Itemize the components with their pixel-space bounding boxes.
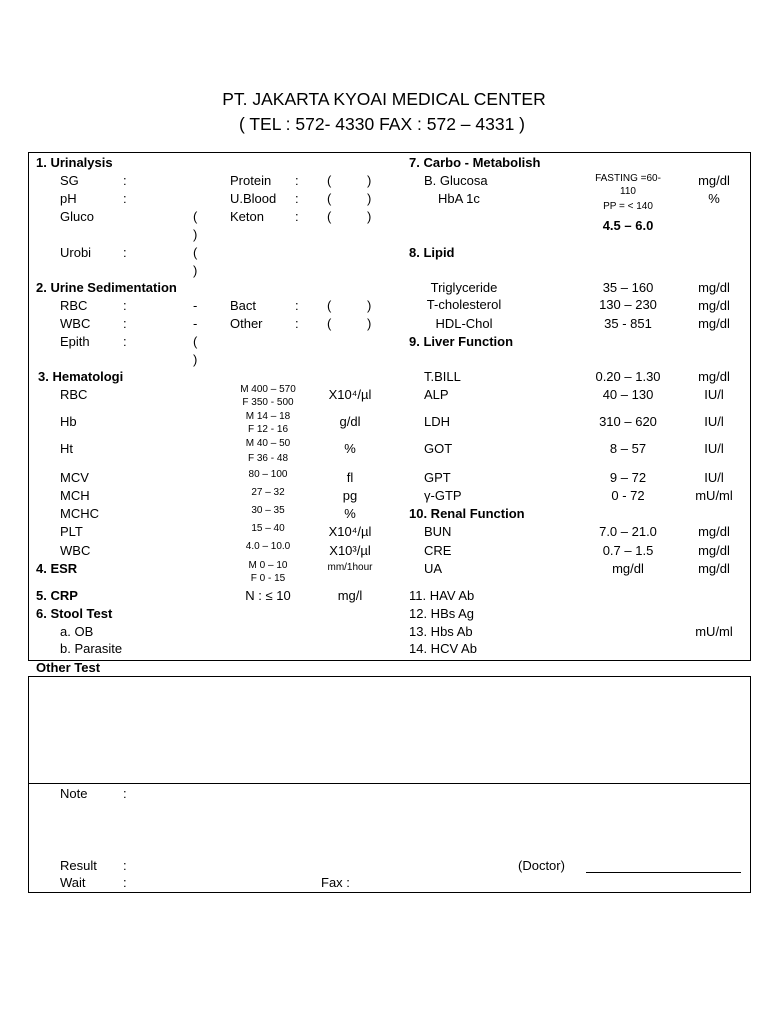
liver-got-unit: IU/l — [704, 441, 724, 456]
paren-close: ) — [367, 316, 372, 331]
carbo-fasting-range-cont: 110 — [620, 186, 636, 197]
hema-wbc-range: 4.0 – 10.0 — [245, 541, 291, 552]
colon: : — [295, 298, 299, 313]
renal-cre-range: 0.7 – 1.5 — [602, 543, 654, 558]
result-label: Result — [60, 858, 97, 873]
urinalysis-keton-label: Keton — [230, 209, 264, 224]
hema-mch-range: 27 – 32 — [251, 487, 285, 498]
hema-hb-label: Hb — [60, 414, 77, 429]
liver-gpt-unit: IU/l — [704, 470, 724, 485]
renal-heading: 10. Renal Function — [409, 506, 525, 521]
sediment-bact-label: Bact — [230, 298, 257, 313]
liver-ldh-label: LDH — [424, 414, 451, 429]
liver-alp-unit: IU/l — [704, 387, 724, 402]
fax-label: Fax : — [321, 875, 350, 890]
carbo-heading: 7. Carbo - Metabolish — [409, 155, 541, 170]
liver-tbill-unit: mg/dl — [698, 369, 730, 384]
paren-close: ) — [367, 191, 372, 206]
lipid-hdl-label: HDL-Chol — [435, 316, 493, 331]
hema-hb-range-female: F 12 - 16 — [247, 424, 289, 435]
urinalysis-ph-label: pH — [60, 191, 77, 206]
liver-ggtp-range: 0 - 72 — [611, 488, 645, 503]
colon: : — [123, 875, 127, 890]
hema-rbc-unit: X10⁴/µl — [328, 387, 372, 402]
colon: : — [295, 191, 299, 206]
liver-heading: 9. Liver Function — [409, 334, 514, 349]
urinalysis-protein-label: Protein — [230, 173, 272, 188]
hema-mcv-label: MCV — [60, 470, 89, 485]
paren-open: ( — [327, 191, 332, 206]
liver-tbill-label: T.BILL — [424, 369, 461, 384]
other-test-box — [28, 676, 751, 893]
hematologi-heading: 3. Hematologi — [38, 369, 124, 384]
lipid-triglyceride-unit: mg/dl — [698, 280, 730, 295]
colon: : — [123, 298, 127, 313]
hema-mchc-label: MCHC — [60, 506, 99, 521]
clinic-name: PT. JAKARTA KYOAI MEDICAL CENTER — [222, 89, 546, 109]
hbsag-label: 12. HBs Ag — [409, 606, 475, 621]
lipid-tcholesterol-range: 130 – 230 — [599, 297, 657, 312]
hema-rbc-range-female: F 350 - 500 — [242, 397, 294, 408]
hema-hb-unit: g/dl — [339, 414, 361, 429]
hema-mcv-range: 80 – 100 — [248, 469, 288, 480]
sediment-epith-label: Epith — [60, 334, 90, 349]
hbsab-unit: mU/ml — [695, 624, 733, 639]
liver-alp-range: 40 – 130 — [602, 387, 654, 402]
sediment-wbc-label: WBC — [60, 316, 91, 331]
hema-mch-label: MCH — [60, 488, 90, 503]
stool-parasite-label: b. Parasite — [60, 641, 123, 656]
hema-hb-range-male: M 14 – 18 — [245, 411, 291, 422]
sediment-rbc-label: RBC — [60, 298, 88, 313]
esr-range-female: F 0 - 15 — [250, 573, 286, 584]
liver-alp-label: ALP — [424, 387, 449, 402]
renal-ua-label: UA — [424, 561, 443, 576]
renal-bun-range: 7.0 – 21.0 — [599, 524, 657, 539]
sediment-other-label: Other — [230, 316, 263, 331]
paren-open: ( — [327, 173, 332, 188]
hcv-label: 14. HCV Ab — [409, 641, 477, 656]
colon: : — [123, 858, 127, 873]
carbo-glucosa-unit: mg/dl — [698, 173, 730, 188]
paren-close: ) — [367, 173, 372, 188]
lipid-triglyceride-label: Triglyceride — [430, 280, 498, 295]
colon: : — [123, 245, 127, 260]
lipid-tcholesterol-unit: mg/dl — [698, 298, 730, 313]
wait-label: Wait — [60, 875, 86, 890]
liver-gpt-label: GPT — [424, 470, 451, 485]
other-test-heading: Other Test — [36, 660, 101, 675]
renal-bun-label: BUN — [424, 524, 452, 539]
clinic-contact: ( TEL : 572- 4330 FAX : 572 – 4331 ) — [238, 114, 526, 134]
colon: : — [123, 173, 127, 188]
paren-open: ( — [327, 298, 332, 313]
dash: - — [193, 316, 198, 331]
renal-cre-unit: mg/dl — [698, 543, 730, 558]
liver-ldh-range: 310 – 620 — [599, 414, 657, 429]
liver-ggtp-unit: mU/ml — [695, 488, 733, 503]
urinalysis-heading: 1. Urinalysis — [36, 155, 113, 170]
liver-got-range: 8 – 57 — [609, 441, 647, 456]
esr-heading: 4. ESR — [36, 561, 78, 576]
carbo-hba-unit: % — [708, 191, 720, 206]
hema-ht-label: Ht — [60, 441, 73, 456]
lipid-tcholesterol-label: T-cholesterol — [426, 297, 502, 312]
paren-close: ) — [193, 227, 198, 242]
liver-tbill-range: 0.20 – 1.30 — [595, 369, 661, 384]
colon: : — [295, 316, 299, 331]
esr-range-male: M 0 – 10 — [248, 560, 288, 571]
crp-heading: 5. CRP — [36, 588, 78, 603]
hema-rbc-label: RBC — [60, 387, 88, 402]
crp-range: N : ≤ 10 — [245, 588, 291, 603]
carbo-hba1c-label: HbA 1c — [438, 191, 480, 206]
paren-close: ) — [193, 263, 198, 278]
lipid-hdl-unit: mg/dl — [698, 316, 730, 331]
hema-mchc-unit: % — [344, 506, 356, 521]
hema-wbc-unit: X10³/µl — [329, 543, 371, 558]
urinalysis-sg-label: SG — [60, 173, 79, 188]
hema-mch-unit: pg — [342, 488, 358, 503]
colon: : — [295, 173, 299, 188]
hema-ht-range-female: F 36 - 48 — [247, 453, 289, 464]
hema-ht-unit: % — [344, 441, 356, 456]
urinalysis-gluco-label: Gluco — [60, 209, 94, 224]
hema-rbc-range-male: M 400 – 570 — [240, 384, 296, 395]
paren-close: ) — [367, 209, 372, 224]
renal-ua-unit: mg/dl — [698, 561, 730, 576]
colon: : — [123, 191, 127, 206]
esr-unit: mm/1hour — [327, 562, 373, 573]
hema-mchc-range: 30 – 35 — [251, 505, 285, 516]
liver-ldh-unit: IU/l — [704, 414, 724, 429]
liver-gpt-range: 9 – 72 — [609, 470, 647, 485]
hema-plt-label: PLT — [60, 524, 83, 539]
renal-bun-unit: mg/dl — [698, 524, 730, 539]
liver-got-label: GOT — [424, 441, 453, 456]
colon: : — [123, 334, 127, 349]
hema-wbc-label: WBC — [60, 543, 91, 558]
hema-mcv-unit: fl — [346, 470, 354, 485]
renal-ua-range: mg/dl — [612, 561, 644, 576]
dash: - — [193, 298, 198, 313]
lipid-triglyceride-range: 35 – 160 — [602, 280, 654, 295]
colon: : — [123, 786, 127, 801]
hbsab-label: 13. Hbs Ab — [409, 624, 473, 639]
paren-open: ( — [193, 334, 198, 349]
hav-label: 11. HAV Ab — [409, 588, 475, 603]
hema-plt-range: 15 – 40 — [251, 523, 285, 534]
paren-open: ( — [327, 209, 332, 224]
paren-close: ) — [193, 352, 198, 367]
colon: : — [295, 209, 299, 224]
carbo-pp-range: PP = < 140 — [603, 201, 653, 212]
divider-line — [28, 783, 751, 784]
note-label: Note — [60, 786, 88, 801]
lipid-heading: 8. Lipid — [409, 245, 455, 260]
paren-close: ) — [367, 298, 372, 313]
crp-unit: mg/l — [337, 588, 363, 603]
carbo-glucosa-label: B. Glucosa — [424, 173, 488, 188]
doctor-signature-line — [586, 872, 741, 873]
doctor-label: (Doctor) — [518, 858, 565, 873]
stool-ob-label: a. OB — [60, 624, 94, 639]
carbo-hba-range: 4.5 – 6.0 — [602, 218, 654, 233]
sediment-heading: 2. Urine Sedimentation — [36, 280, 177, 295]
urinalysis-urobi-label: Urobi — [60, 245, 92, 260]
carbo-fasting-range: FASTING =60- — [595, 173, 661, 184]
urinalysis-ublood-label: U.Blood — [230, 191, 277, 206]
lipid-hdl-range: 35 - 851 — [604, 316, 652, 331]
hema-ht-range-male: M 40 – 50 — [245, 438, 291, 449]
renal-cre-label: CRE — [424, 543, 452, 558]
paren-open: ( — [327, 316, 332, 331]
colon: : — [123, 316, 127, 331]
paren-open: ( — [193, 245, 198, 260]
hema-plt-unit: X10⁴/µl — [328, 524, 372, 539]
paren-open: ( — [193, 209, 198, 224]
liver-ggtp-label: γ-GTP — [424, 488, 462, 503]
stool-heading: 6. Stool Test — [36, 606, 113, 621]
